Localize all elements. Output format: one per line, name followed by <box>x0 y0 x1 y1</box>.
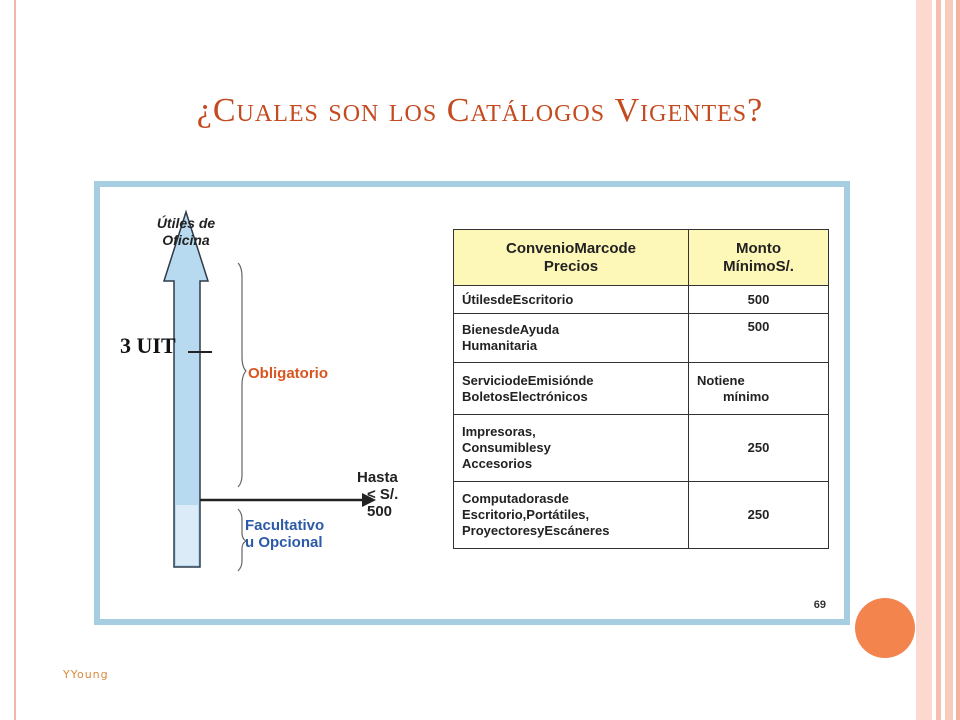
row-item: Impresoras, Consumiblesy Accesorios <box>454 415 689 482</box>
obligatorio-label: Obligatorio <box>248 365 328 382</box>
hasta-label: Hasta < S/. 500 <box>357 469 399 520</box>
row-item: BienesdeAyuda Humanitaria <box>454 314 689 363</box>
row-item: ÚtilesdeEscritorio <box>454 286 689 314</box>
row-monto: 500 <box>689 314 829 363</box>
row-item: ServiciodeEmisiónde BoletosElectrónicos <box>454 363 689 415</box>
table-row <box>454 286 829 314</box>
table-row <box>454 415 829 482</box>
top-label: Útiles de Oficina <box>156 215 216 248</box>
row-item: Computadorasde Escritorio,Portátiles, ProyectoresyEscáneres <box>454 482 689 549</box>
table-header-row <box>454 230 829 286</box>
arrow-light-section <box>176 505 198 565</box>
row-monto: 250 <box>689 415 829 482</box>
header-convenio: ConvenioMarcode Precios <box>454 230 689 286</box>
row-monto: 500 <box>689 286 829 314</box>
bracket-obligatorio <box>238 263 246 487</box>
table-row <box>454 314 829 363</box>
facultativo-label: Facultativo u Opcional <box>245 517 325 551</box>
figure-frame <box>94 181 850 625</box>
table-row <box>454 482 829 549</box>
slide-title: ¿Cuales son los Catálogos Vigentes? <box>196 92 764 129</box>
header-monto: Monto MínimoS/. <box>689 230 829 286</box>
uit-label: 3 UIT <box>120 333 176 358</box>
table-row <box>454 363 829 415</box>
footer-author: YYoung <box>63 668 109 681</box>
catalog-table <box>453 229 829 549</box>
row-monto: 250 <box>689 482 829 549</box>
decorative-circle <box>855 598 915 658</box>
row-monto: Notiene mínimo <box>689 363 829 415</box>
page-number: 69 <box>813 599 826 611</box>
